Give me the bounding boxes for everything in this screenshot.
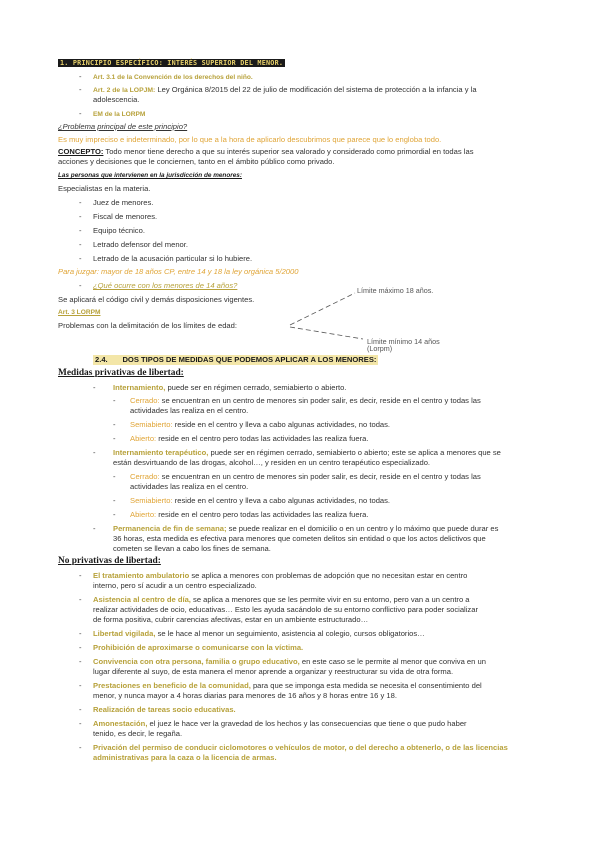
noncustodial-item: Libertad vigilada, se le hace al menor un seguimiento, asistencia al colegio, cursos obligatorios… — [93, 629, 425, 638]
specialist-item: Fiscal de menores. — [93, 212, 158, 221]
noncustodial-item: Asistencia al centro de día, se aplica a menores que se les permite vivir en su entorno, pero van a un centro a — [93, 595, 470, 604]
noncustodial-item-cont: de forma positiva, cubrir carencias afectivas, estar en un ambiente estructurado… — [93, 615, 369, 624]
regime-item: Abierto: reside en el centro pero todas las actividades las realiza fuera. — [130, 510, 369, 519]
list-dash: - — [79, 226, 82, 235]
noncustodial-item-cont: menor, y nunca mayor a 4 horas diarias para menores de 16 años y 8 horas entre 16 y 18. — [93, 691, 397, 700]
principle-question: ¿Problema principal de este principio? — [58, 122, 188, 131]
list-dash: - — [79, 705, 82, 714]
regime-item: Abierto: reside en el centro pero todas las actividades las realiza fuera. — [130, 434, 369, 443]
list-dash: - — [93, 383, 96, 392]
regime-item-cont: actividades las realiza en el centro. — [130, 482, 249, 491]
specialist-item: Letrado de la acusación particular si lo hubiere. — [93, 254, 253, 263]
noncustodial-item: Amonestación, el juez le hace ver la gravedad de los hechos y las consecuencias que tiene o que pudo haber — [93, 719, 467, 728]
ref-convencion: Art. 3.1 de la Convención de los derechos del niño. — [93, 74, 253, 81]
list-dash: - — [79, 281, 82, 290]
max-limit-connector — [290, 293, 355, 325]
list-dash: - — [113, 472, 116, 481]
civil-code-text: Se aplicará el código civil y demás disposiciones vigentes. — [58, 295, 255, 304]
section-heading: 1. PRINCIPIO ESPECÍFICO: INTERÉS SUPERIOR DEL MENOR. — [60, 59, 284, 67]
regime-item: Cerrado: se encuentran en un centro de menores sin poder salir, es decir, reside en el centro y todas las — [130, 472, 481, 481]
noncustodial-title: No privativas de libertad: — [58, 556, 161, 566]
list-dash: - — [79, 85, 82, 94]
list-dash: - — [79, 743, 82, 752]
list-dash: - — [79, 643, 82, 652]
regime-item: Cerrado: se encuentran en un centro de menores sin poder salir, es decir, reside en el centro y todas las — [130, 396, 481, 405]
noncustodial-item: Prestaciones en beneficio de la comunidad, para que se imponga esta medida se necesita el consentimiento del — [93, 681, 482, 690]
specialist-item: Letrado defensor del menor. — [93, 240, 188, 249]
list-dash: - — [79, 595, 82, 604]
intervene-title: Las personas que intervienen en la jurisdicción de menores: — [58, 172, 242, 179]
noncustodial-item: Prohibición de aproximarse o comunicarse con la víctima. — [93, 643, 304, 652]
list-dash: - — [113, 510, 116, 519]
noncustodial-item-cont: tenido, es decir, le regaña. — [93, 729, 183, 738]
judge-rule: Para juzgar: mayor de 18 años CP, entre 14 y 18 la ley orgánica 5/2000 — [58, 267, 299, 276]
terapeutico-item-cont: están desvirtuando de las drogas, alcohol…, y residen en un centro terapéutico especializado. — [113, 458, 431, 467]
list-dash: - — [79, 629, 82, 638]
noncustodial-item-cont: interno, pero sí acudir a un centro especializado. — [93, 581, 257, 590]
permanencia-item-cont: cometen se llevan a cabo los fines de semana. — [113, 544, 271, 553]
list-dash: - — [79, 72, 82, 81]
list-dash: - — [79, 571, 82, 580]
concept-line: CONCEPTO: Todo menor tiene derecho a que su interés superior sea valorado y considerado como primordial en todas las — [58, 147, 474, 156]
ref-lopjm: Art. 2 de la LOPJM: Ley Orgánica 8/2015 del 22 de julio de modificación del sistema de protección a la infancia y la — [93, 85, 477, 94]
terapeutico-item: Internamiento terapéutico, puede ser en régimen cerrado, semiabierto o abierto; este se aplica a menores que se — [113, 448, 501, 457]
regime-item-cont: actividades las realiza en el centro. — [130, 406, 249, 415]
specialist-item: Equipo técnico. — [93, 226, 145, 235]
list-dash: - — [113, 434, 116, 443]
noncustodial-item-cont: lugar diferente al suyo, de esta manera el menor aprende a organizar y reestructurar su vida de otra forma. — [93, 667, 454, 676]
list-dash: - — [79, 198, 82, 207]
specialist-item: Juez de menores. — [93, 198, 154, 207]
art3-ref: Art. 3 LORPM — [58, 309, 101, 316]
noncustodial-item: Convivencia con otra persona, familia o grupo educativo, en este caso se le permite al menor que conviva en un — [93, 657, 486, 666]
list-dash: - — [113, 396, 116, 405]
custodial-title: Medidas privativas de libertad: — [58, 368, 184, 378]
specialists-intro: Especialistas en la materia. — [58, 184, 151, 193]
under14-question: ¿Qué ocurre con los menores de 14 años? — [93, 281, 238, 290]
concept-line-2: acciones y decisiones que le conciernen, tanto en el ámbito público como privado. — [58, 157, 335, 166]
list-dash: - — [79, 254, 82, 263]
list-dash: - — [79, 681, 82, 690]
limit-max-label: Límite máximo 18 años. — [357, 286, 434, 295]
subsection-title: 2.4. DOS TIPOS DE MEDIDAS QUE PODEMOS APLICAR A LOS MENORES: — [95, 355, 377, 364]
noncustodial-item-cont: realizar actividades de ocio, educativas… Esto les ayuda sacándolo de su entorno conflictivo para poder socializar — [93, 605, 478, 614]
limits-problem: Problemas con la delimitación de los límites de edad: — [58, 321, 237, 330]
regime-item: Semiabierto: reside en el centro y lleva a cabo algunas actividades, no todas. — [130, 496, 391, 505]
list-dash: - — [79, 719, 82, 728]
permanencia-item-cont: 36 horas, esta medida es efectiva para menores que cometen delitos sin entidad o que los actos delictivos que — [113, 534, 486, 543]
internamiento-item: Internamiento, puede ser en régimen cerrado, semiabierto o abierto. — [113, 383, 347, 392]
limit-min-label-2: (Lorpm) — [367, 344, 393, 353]
list-dash: - — [79, 240, 82, 249]
list-dash: - — [79, 109, 82, 118]
list-dash: - — [93, 448, 96, 457]
noncustodial-item: Privación del permiso de conducir ciclomotores o vehículos de motor, o del derecho a obtenerlo, o de las licencias — [93, 743, 508, 752]
list-dash: - — [113, 496, 116, 505]
list-dash: - — [79, 657, 82, 666]
regime-item: Semiabierto: reside en el centro y lleva a cabo algunas actividades, no todas. — [130, 420, 391, 429]
noncustodial-item: Realización de tareas socio educativas. — [93, 705, 236, 714]
list-dash: - — [79, 212, 82, 221]
list-dash: - — [93, 524, 96, 533]
noncustodial-item: El tratamiento ambulatorio se aplica a menores con problemas de adopción que no necesitan estar en centro — [93, 571, 468, 580]
ref-lopjm-cont: adolescencia. — [93, 95, 140, 104]
ref-lorpm: EM de la LORPM — [93, 111, 146, 118]
noncustodial-item-cont: administrativas para la caza o la licencia de armas. — [93, 753, 277, 762]
permanencia-item: Permanencia de fin de semana; se puede realizar en el domicilio o en un centro y lo máximo que puede durar es — [113, 524, 499, 533]
list-dash: - — [113, 420, 116, 429]
min-limit-connector — [290, 327, 363, 339]
limit-min-label: Límite mínimo 14 años — [367, 337, 440, 346]
principle-problem: Es muy impreciso e indeterminado, por lo que a la hora de aplicarlo descubrimos que parece que lo engloba todo. — [58, 135, 442, 144]
